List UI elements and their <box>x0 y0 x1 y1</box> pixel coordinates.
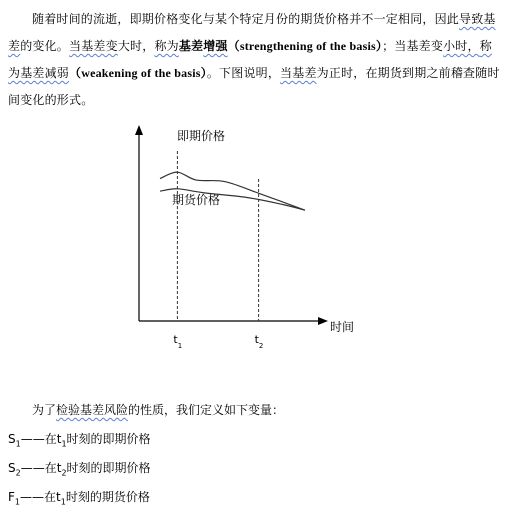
text-run: 。下图说明， <box>206 66 281 80</box>
english-term: （strengthening of the basis） <box>227 39 383 53</box>
intro-line <box>8 396 284 425</box>
text-run: 正时，在期货到期之前稽查随时 <box>328 66 500 80</box>
series-label-spot: 即期价格 <box>177 129 226 143</box>
text-run: 为基差减弱 <box>8 66 70 80</box>
y-axis <box>135 125 143 321</box>
var-text: 在 <box>44 490 57 504</box>
text-run: 间变化的形式。 <box>8 93 94 107</box>
variable-definitions <box>8 396 284 512</box>
var-text: 在 <box>44 432 57 446</box>
var-time: t <box>56 490 61 504</box>
var-subscript: 2 <box>15 468 21 478</box>
body-paragraph <box>8 6 508 114</box>
x-axis-label: 时间 <box>330 320 355 334</box>
var-subscript: 1 <box>15 439 21 449</box>
text-run: 的性质，我们定义如下变量： <box>128 403 285 417</box>
text-run: 称 <box>479 39 492 53</box>
text-run: 差 <box>8 39 21 53</box>
text-run: 为 <box>316 66 329 80</box>
var-symbol: F <box>8 490 15 504</box>
text-run: ；当基差变 <box>382 39 444 53</box>
variable-item <box>8 425 284 454</box>
var-text: 时刻的即期价格 <box>66 432 151 446</box>
text-run: 当基差 <box>280 66 317 80</box>
var-text: 在 <box>44 461 57 475</box>
series-label-futures: 期货价格 <box>172 193 221 207</box>
variable-item <box>8 483 284 512</box>
marker-t: t <box>254 333 259 346</box>
text-run: 检验基差风险 <box>56 403 129 417</box>
x-axis <box>139 317 328 325</box>
var-time-subscript: 1 <box>60 497 66 507</box>
marker-sub: 2 <box>258 342 264 350</box>
variable-item <box>8 454 284 483</box>
var-text: 时刻的期货价格 <box>65 490 150 504</box>
var-text: 时刻的即期价格 <box>66 461 151 475</box>
term-bold: 增强 <box>203 39 228 53</box>
text-run: 当基差变 <box>69 39 118 53</box>
marker-label-t2 <box>255 333 264 350</box>
var-subscript: 1 <box>14 497 20 507</box>
english-term: （weakening of the basis） <box>69 66 207 80</box>
var-time: t <box>56 432 62 446</box>
basis-chart <box>120 115 370 360</box>
text-run: 导致基 <box>459 12 496 26</box>
var-time-subscript: 1 <box>61 439 67 449</box>
text-run: 的变化。 <box>20 39 70 53</box>
var-dash: —— <box>20 432 45 446</box>
text-run: 为了 <box>32 403 57 417</box>
var-time-subscript: 2 <box>61 468 67 478</box>
marker-label-t1 <box>173 333 182 350</box>
text-run: 小时， <box>443 39 480 53</box>
var-dash: —— <box>20 461 45 475</box>
text-run: 称为 <box>154 39 179 53</box>
marker-t: t <box>173 333 178 346</box>
var-dash: —— <box>20 490 44 504</box>
text-run: 随着时间的流逝，即期价格变化与某个特定月份的期货价格并不一定相同，因此 <box>32 12 460 26</box>
marker-sub: 1 <box>177 342 183 350</box>
term-bold: 基差 <box>178 39 204 53</box>
var-time: t <box>56 461 62 475</box>
text-run: 大时， <box>117 39 155 53</box>
var-symbol: S <box>8 432 16 446</box>
var-symbol: S <box>8 461 16 475</box>
